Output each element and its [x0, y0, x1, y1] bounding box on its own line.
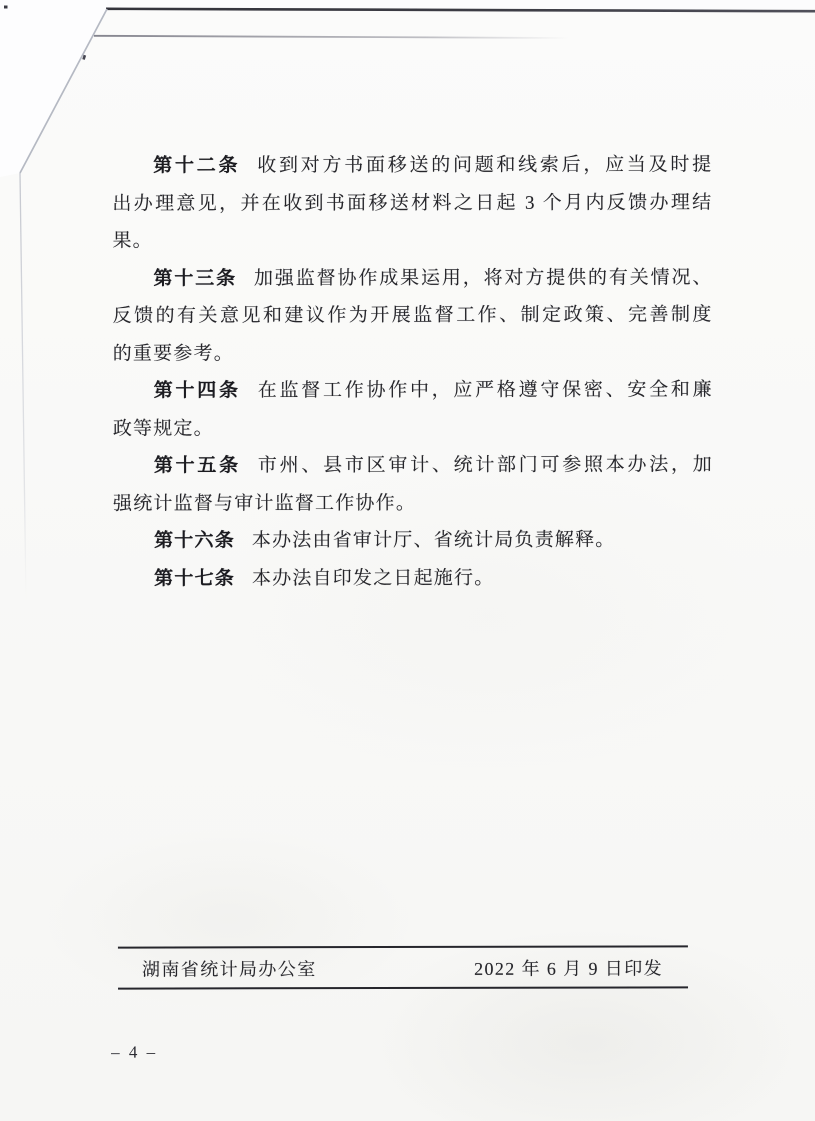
paragraph-line: 强统计监督与审计监督工作协作。: [112, 492, 417, 515]
paragraph-line: 政等规定。: [112, 417, 214, 440]
paragraph-line: 第十二条 收到对方书面移送的问题和线索后，应当及时提: [153, 154, 713, 177]
paragraph-line: 第十五条 市州、县市区审计、统计部门可参照本办法，加: [153, 454, 713, 477]
paragraph-line: 第十六条 本办法由省审计厅、省统计局负责解释。: [154, 529, 616, 552]
article-number: 第十三条: [153, 267, 238, 290]
colophon-date: 2022 年 6 月 9 日印发: [474, 957, 664, 979]
document-body: [112, 146, 713, 597]
article-number: 第十五条: [153, 455, 241, 477]
paragraph-line: 第十七条 本办法自印发之日起施行。: [154, 567, 495, 590]
article-number: 第十二条: [153, 155, 241, 177]
paragraph-line: 第十三条 加强监督协作成果运用，将对方提供的有关情况、: [153, 266, 713, 290]
paragraph-line: 的重要参考。: [112, 342, 234, 365]
article-number: 第十六条: [154, 530, 235, 552]
paragraph-line: 出办理意见，并在收到书面移送材料之日起 3 个月内反馈办理结: [112, 191, 713, 215]
article-number: 第十四条: [153, 380, 241, 402]
paragraph-line: 反馈的有关意见和建议作为开展监督工作、制定政策、完善制度: [112, 304, 713, 327]
paragraph-line: 第十四条 在监督工作协作中，应严格遵守保密、安全和廉: [153, 379, 713, 402]
article-number: 第十七条: [154, 567, 235, 590]
paragraph-line: 果。: [112, 230, 153, 252]
colophon: [118, 945, 688, 989]
colophon-issuer: 湖南省统计局办公室: [141, 958, 317, 980]
page-number: – 4 –: [111, 1042, 158, 1062]
